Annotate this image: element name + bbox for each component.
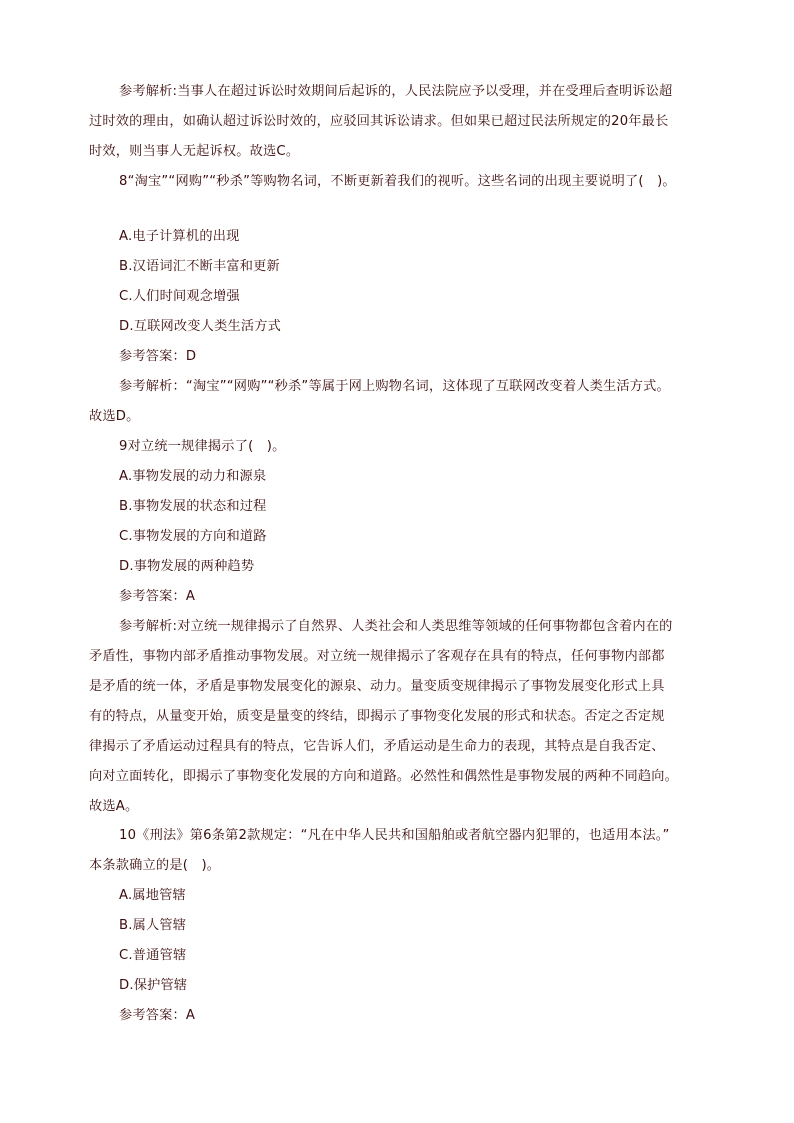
analysis-7-line-3: 时效，则当事人无起诉权。故选C。 <box>89 144 300 159</box>
analysis-7-line-2: 过时效的理由，如确认超过诉讼时效的，应驳回其诉讼请求。但如果已超过民法所规定的20年最长 <box>89 114 669 129</box>
question-8-answer: 参考答案：D <box>119 349 197 364</box>
question-9-option-a: A.事物发展的动力和源泉 <box>119 469 267 484</box>
analysis-8-line-2: 故选D。 <box>89 409 140 424</box>
question-8-option-b: B.汉语词汇不断丰富和更新 <box>119 259 280 274</box>
question-10-text-line-2: 本条款确立的是( )。 <box>89 858 221 873</box>
analysis-9-line-7: 故选A。 <box>89 799 139 814</box>
analysis-9-line-2: 矛盾性，事物内部矛盾推动事物发展。对立统一规律揭示了客观存在具有的特点，任何事物内部都 <box>89 649 665 664</box>
analysis-8-line-1: 参考解析：“淘宝”“网购”“秒杀”等属于网上购物名词，这体现了互联网改变着人类生活方式。 <box>119 379 670 394</box>
question-9-option-b: B.事物发展的状态和过程 <box>119 499 267 514</box>
question-9-answer: 参考答案：A <box>119 589 196 604</box>
question-10-option-b: B.属人管辖 <box>119 918 187 933</box>
analysis-9-line-3: 是矛盾的统一体，矛盾是事物发展变化的源泉、动力。量变质变规律揭示了事物发展变化形式上具 <box>89 679 665 694</box>
question-10-answer: 参考答案：A <box>119 1008 196 1023</box>
question-10-option-c: C.普通管辖 <box>119 948 187 963</box>
question-10-option-d: D.保护管辖 <box>119 978 188 993</box>
analysis-7-line-1: 参考解析:当事人在超过诉讼时效期间后起诉的，人民法院应予以受理，并在受理后查明诉讼超 <box>119 84 673 99</box>
question-8-option-c: C.人们时间观念增强 <box>119 289 240 304</box>
question-9-option-c: C.事物发展的方向和道路 <box>119 529 267 544</box>
question-8-option-d: D.互联网改变人类生活方式 <box>119 319 282 334</box>
question-10-option-a: A.属地管辖 <box>119 888 186 903</box>
question-10-text-line-1: 10《刑法》第6条第2款规定：“凡在中华人民共和国船舶或者航空器内犯罪的，也适用本法。” <box>119 828 670 843</box>
analysis-9-line-1: 参考解析:对立统一规律揭示了自然界、人类社会和人类思维等领域的任何事物都包含着内在的 <box>119 619 673 634</box>
question-8-text: 8“淘宝”“网购”“秒杀”等购物名词，不断更新着我们的视听。这些名词的出现主要说明了( )。 <box>119 174 676 189</box>
question-9-text: 9对立统一规律揭示了( )。 <box>119 439 286 454</box>
question-8-option-a: A.电子计算机的出现 <box>119 229 240 244</box>
analysis-9-line-4: 有的特点，从量变开始，质变是量变的终结，即揭示了事物变化发展的形式和状态。否定之否定规 <box>89 709 665 724</box>
question-9-option-d: D.事物发展的两种趋势 <box>119 559 255 574</box>
analysis-9-line-5: 律揭示了矛盾运动过程具有的特点，它告诉人们，矛盾运动是生命力的表现，其特点是自我否定、 <box>89 739 665 754</box>
analysis-9-line-6: 向对立面转化，即揭示了事物变化发展的方向和道路。必然性和偶然性是事物发展的两种不同趋向。 <box>89 769 679 784</box>
